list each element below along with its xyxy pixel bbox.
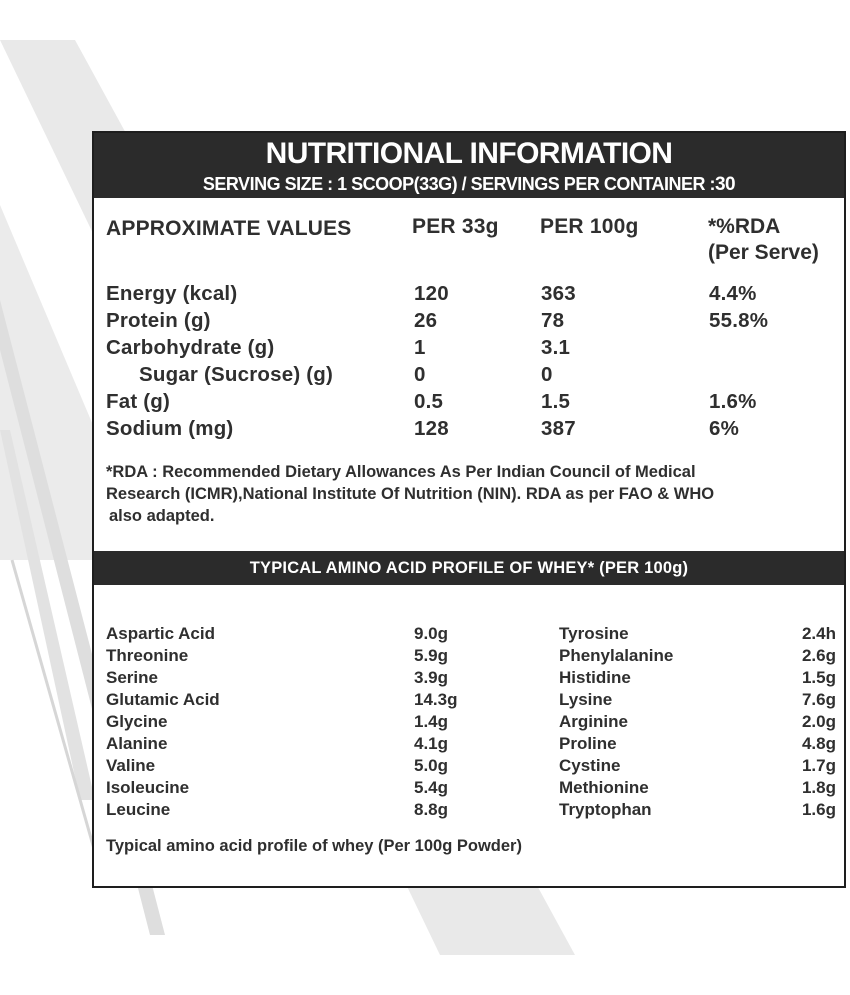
- amino-acid-name: Serine: [106, 668, 158, 687]
- amino-acid-value: 4.1g: [414, 734, 449, 753]
- amino-acid-name: Arginine: [559, 712, 628, 731]
- amino-footer: Typical amino acid profile of whey (Per 100g Powder): [106, 837, 522, 855]
- header-per-33g: PER 33g: [412, 215, 499, 238]
- amino-acid-name: Cystine: [559, 756, 621, 775]
- servings-count: 30: [714, 174, 736, 195]
- amino-acid-name: Tryptophan: [559, 800, 652, 819]
- amino-acid-value: 1.5g: [801, 668, 836, 687]
- amino-acid-value: 1.7g: [801, 756, 836, 775]
- amino-acid-value: 1.4g: [414, 712, 449, 731]
- amino-acid-name: Histidine: [559, 668, 631, 687]
- amino-acid-value: 5.0g: [414, 756, 449, 775]
- amino-title-bar: TYPICAL AMINO ACID PROFILE OF WHEY* (PER 100g): [94, 551, 844, 585]
- nutrient-per-33g: 0: [414, 363, 426, 386]
- nutrient-per-100g: 3.1: [541, 336, 571, 359]
- nutrient-per-100g: 0: [541, 363, 553, 386]
- nutrient-rda: 55.8%: [709, 309, 769, 332]
- amino-acid-value: 9.0g: [414, 624, 449, 643]
- nutrient-per-100g: 78: [541, 309, 565, 332]
- nutrient-per-33g: 1: [414, 336, 426, 359]
- nutrient-rda: 4.4%: [709, 282, 757, 305]
- amino-acid-name: Tyrosine: [559, 624, 629, 643]
- nutrient-per-33g: 26: [414, 309, 438, 332]
- nutrient-rda: 6%: [709, 417, 740, 440]
- amino-acid-name: Threonine: [106, 646, 189, 665]
- rda-note: [106, 461, 836, 527]
- amino-acid-name: Glycine: [106, 712, 168, 731]
- amino-acid-value: 3.9g: [414, 668, 449, 687]
- nutrition-panel: [92, 131, 846, 888]
- header-per-100g: PER 100g: [540, 215, 639, 238]
- amino-acid-name: Proline: [559, 734, 617, 753]
- nutrient-per-33g: 120: [414, 282, 449, 305]
- amino-acid-name: Methionine: [559, 778, 649, 797]
- nutrient-per-100g: 387: [541, 417, 576, 440]
- amino-acid-value: 4.8g: [801, 734, 836, 753]
- amino-acid-name: Lysine: [559, 690, 613, 709]
- nutrient-per-33g: 128: [414, 417, 449, 440]
- nutrient-name: Protein (g): [106, 309, 211, 332]
- nutrient-rda: 1.6%: [709, 390, 757, 413]
- nutrient-name: Energy (kcal): [106, 282, 238, 305]
- amino-acid-value: 8.8g: [414, 800, 449, 819]
- nutrient-name: Sodium (mg): [106, 417, 234, 440]
- amino-acid-value: 2.4h: [801, 624, 836, 643]
- amino-acid-name: Aspartic Acid: [106, 624, 215, 643]
- rda-note-line: Research (ICMR),National Institute Of Nutrition (NIN). RDA as per FAO & WHO: [106, 485, 715, 503]
- nutrient-name: Carbohydrate (g): [106, 336, 275, 359]
- nutrient-per-100g: 1.5: [541, 390, 571, 413]
- nutrient-per-33g: 0.5: [414, 390, 444, 413]
- amino-acid-name: Alanine: [106, 734, 168, 753]
- amino-acid-value: 5.4g: [414, 778, 449, 797]
- nutrient-name: Fat (g): [106, 390, 171, 413]
- header-per-serve: (Per Serve): [708, 241, 819, 264]
- serving-info: [94, 174, 844, 196]
- amino-acid-name: Isoleucine: [106, 778, 190, 797]
- amino-acid-name: Leucine: [106, 800, 171, 819]
- page-title: NUTRITIONAL INFORMATION: [265, 137, 673, 170]
- amino-acid-value: 14.3g: [414, 690, 458, 709]
- amino-acid-value: 2.6g: [801, 646, 836, 665]
- header-approx-values: APPROXIMATE VALUES: [106, 217, 352, 240]
- amino-acid-value: 1.6g: [801, 800, 836, 819]
- amino-acid-name: Valine: [106, 756, 156, 775]
- amino-acid-name: Phenylalanine: [559, 646, 674, 665]
- rda-note-line: also adapted.: [109, 507, 215, 525]
- rda-note-line: *RDA : Recommended Dietary Allowances As Per Indian Council of Medical: [106, 463, 696, 481]
- amino-acid-value: 5.9g: [414, 646, 449, 665]
- amino-acid-value: 2.0g: [801, 712, 836, 731]
- header-rda: *%RDA: [708, 215, 781, 238]
- amino-acid-value: 1.8g: [801, 778, 836, 797]
- amino-acid-value: 7.6g: [801, 690, 836, 709]
- nutrient-name: Sugar (Sucrose) (g): [139, 363, 334, 386]
- amino-acid-name: Glutamic Acid: [106, 690, 220, 709]
- nutrient-per-100g: 363: [541, 282, 576, 305]
- title-bar: [94, 133, 844, 198]
- serving-text: SERVING SIZE : 1 SCOOP(33G) / SERVINGS PER CONTAINER :: [202, 174, 715, 194]
